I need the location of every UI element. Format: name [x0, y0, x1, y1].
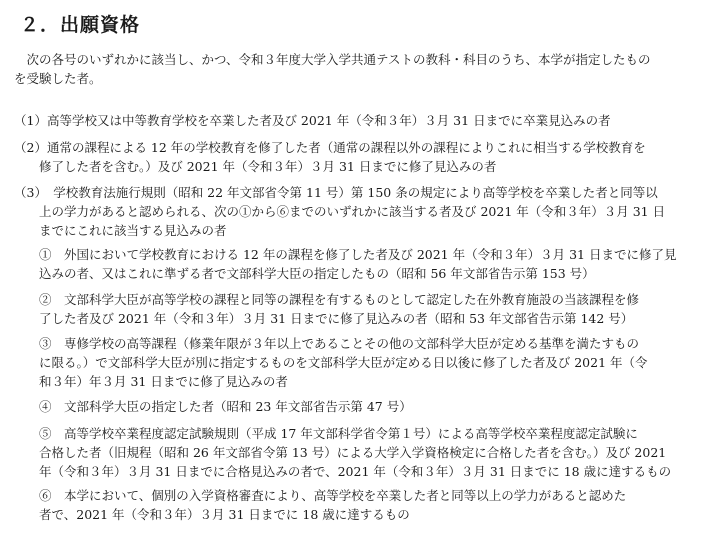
sub-item-5 [14, 424, 714, 481]
sub-item-2 [14, 290, 714, 328]
item-line: 修了した者を含む。）及び 2021 年（令和３年）３月 31 日までに修了見込みの者 [14, 159, 497, 174]
item-line: 合格した者（旧規程（昭和 26 年文部省令第 13 号）による大学入学資格検定に合格した者を含む。）及び 2021 [14, 445, 667, 460]
item-line: ⑤ 高等学校卒業程度認定試験規則（平成 17 年文部科学省令第１号）による高等学校卒業程度認定試験に [14, 426, 638, 441]
item-line: に限る。）で文部科学大臣が別に指定するものを文部科学大臣が定める日以後に修了した者及び 2021 年（令 [14, 355, 648, 370]
intro-line: 次の各号のいずれかに該当し、かつ、令和３年度大学入学共通テストの教科・科目のうち、本学が指定したもの [14, 52, 651, 67]
sub-item-6 [14, 486, 714, 524]
item-line: 了した者及び 2021 年（令和３年）３月 31 日までに修了見込みの者（昭和 53 年文部省告示第 142 号） [14, 311, 634, 326]
item-line: ⑥ 本学において、個別の入学資格審査により、高等学校を卒業した者と同等以上の学力があると認めた [14, 488, 627, 503]
item-line: までにこれに該当する見込みの者 [14, 223, 227, 238]
intro-line: を受験した者。 [14, 71, 102, 86]
section-title: ２．出願資格 [20, 14, 141, 36]
item-line: ② 文部科学大臣が高等学校の課程と同等の課程を有するものとして認定した在外教育施設の当該課程を修 [14, 292, 640, 307]
item-line: （2）通常の課程による 12 年の学校教育を修了した者（通常の課程以外の課程によりこれに相当する学校教育を [14, 140, 646, 155]
item-line: 年（令和３年）３月 31 日までに合格見込みの者で、2021 年（令和３年）３月 31 日までに 18 歳に達するもの [14, 464, 672, 479]
sub-item-4 [14, 397, 714, 416]
item-line: ① 外国において学校教育における 12 年の課程を修了した者及び 2021 年（令和３年）３月 31 日までに修了見 [14, 247, 677, 262]
item-line: 込みの者、又はこれに準ずる者で文部科学大臣の指定したもの（昭和 56 年文部省告示第 153 号） [14, 266, 595, 281]
qualification-item-2 [14, 138, 714, 176]
item-line: （1）高等学校又は中等教育学校を卒業した者及び 2021 年（令和３年）３月 31 日までに卒業見込みの者 [14, 113, 611, 128]
item-line: 和３年）年３月 31 日までに修了見込みの者 [14, 374, 288, 389]
item-line: 者で、2021 年（令和３年）３月 31 日までに 18 歳に達するもの [14, 507, 410, 522]
intro-paragraph [14, 50, 714, 88]
qualification-item-3 [14, 183, 714, 240]
qualification-item-1 [14, 111, 714, 130]
sub-item-3 [14, 334, 714, 391]
item-line: ③ 専修学校の高等課程（修業年限が３年以上であることその他の文部科学大臣が定める基準を満たすもの [14, 336, 640, 351]
item-line: （3） 学校教育法施行規則（昭和 22 年文部省令第 11 号）第 150 条の規定により高等学校を卒業した者と同等以 [14, 185, 658, 200]
item-line: 上の学力があると認められる、次の①から⑥までのいずれかに該当する者及び 2021 年（令和３年）３月 31 日 [14, 204, 666, 219]
sub-item-1 [14, 245, 714, 283]
item-line: ④ 文部科学大臣の指定した者（昭和 23 年文部省告示第 47 号） [14, 399, 412, 414]
